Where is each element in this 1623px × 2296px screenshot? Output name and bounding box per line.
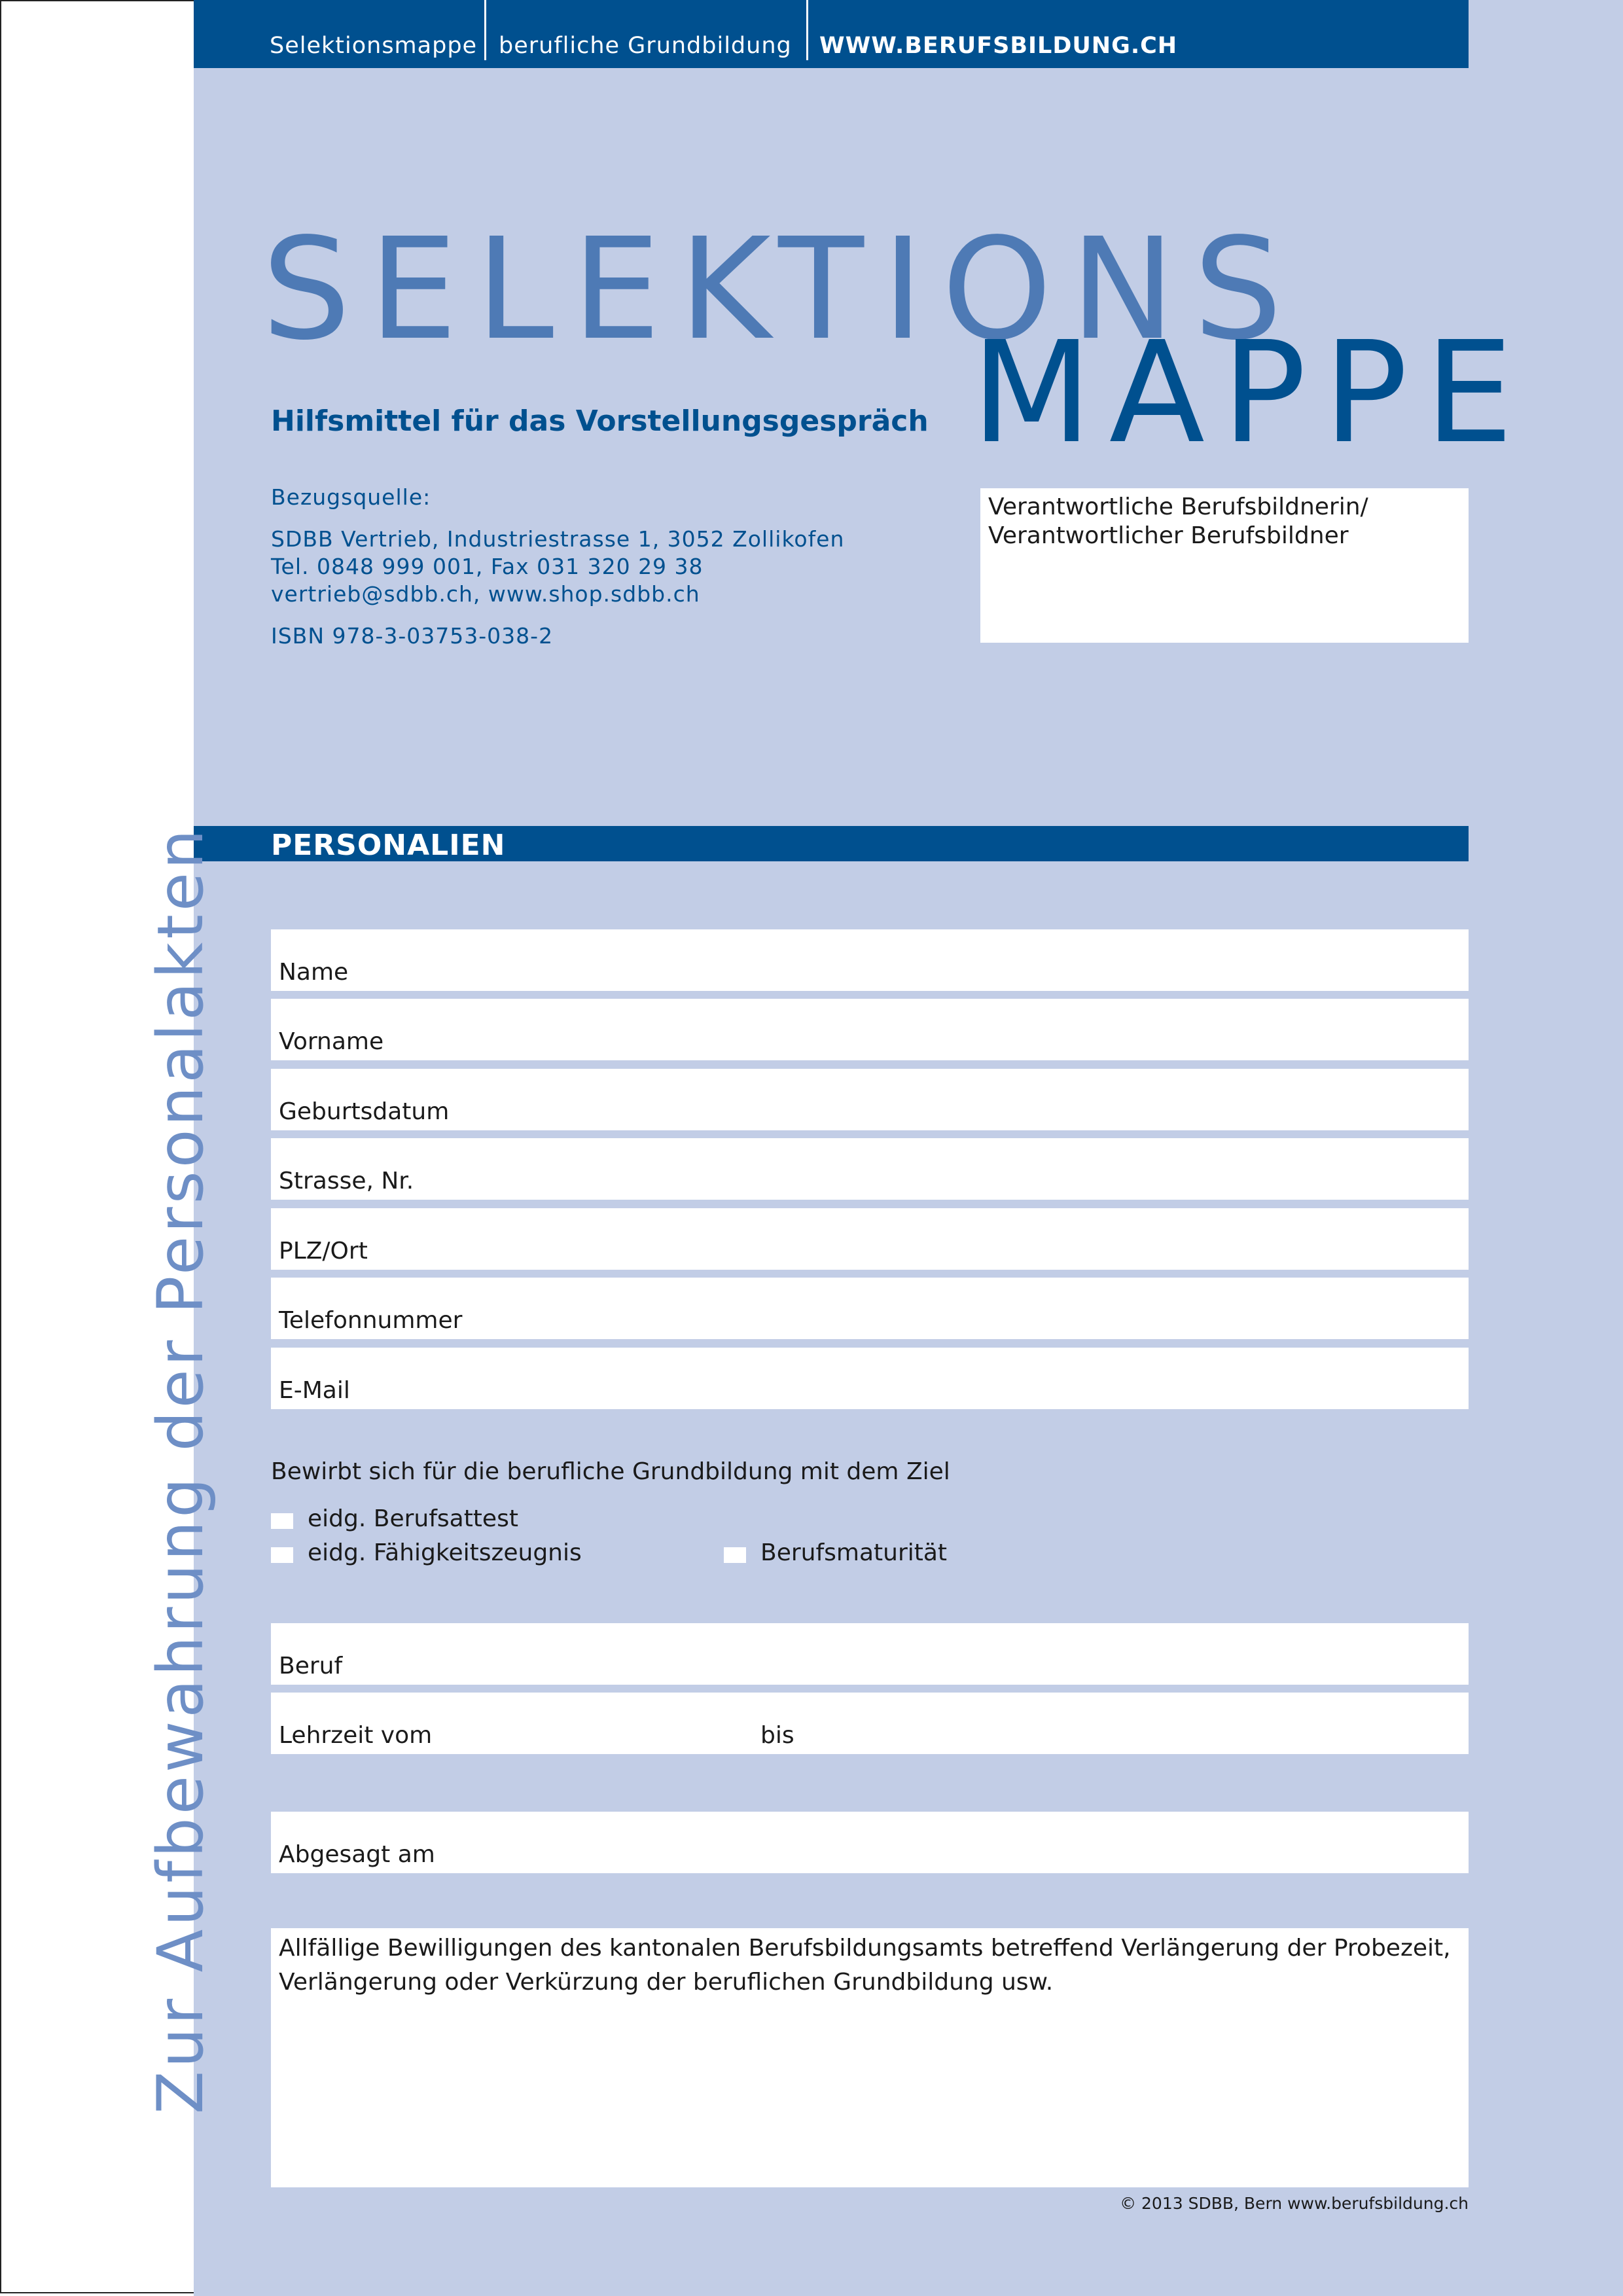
name-label: Name — [279, 959, 349, 986]
lehrzeit-field[interactable] — [271, 1693, 1469, 1754]
subtitle: Hilfsmittel für das Vorstellungsgespräch — [271, 404, 929, 438]
source-isbn: ISBN 978-3-03753-038-2 — [271, 623, 554, 649]
email-field[interactable] — [271, 1348, 1469, 1409]
side-vertical-text: Zur Aufbewahrung der Personalakten — [144, 826, 217, 2114]
header-bar — [194, 0, 1469, 68]
berufsattest-checkbox[interactable] — [271, 1513, 293, 1529]
header-url-link[interactable]: WWW.BERUFSBILDUNG.CH — [819, 33, 1178, 59]
responsible-label-line1: Verantwortliche Berufsbildnerin/ — [988, 493, 1368, 520]
berufsmaturitaet-checkbox[interactable] — [724, 1547, 746, 1563]
berufsattest-label: eidg. Berufsattest — [308, 1505, 518, 1532]
abgesagt-label: Abgesagt am — [279, 1841, 435, 1868]
telefon-label: Telefonnummer — [279, 1307, 463, 1334]
geburtsdatum-label: Geburtsdatum — [279, 1098, 450, 1125]
email-label: E-Mail — [279, 1377, 350, 1404]
footer-copyright: © 2013 SDBB, Bern www.berufsbildung.ch — [1120, 2194, 1469, 2213]
strasse-label: Strasse, Nr. — [279, 1168, 414, 1194]
responsible-label-line2: Verantwortlicher Berufsbildner — [988, 522, 1349, 549]
responsible-trainer-field[interactable] — [980, 488, 1469, 643]
header-item-grundbildung: berufliche Grundbildung — [499, 33, 792, 59]
vorname-field[interactable] — [271, 999, 1469, 1060]
beruf-field[interactable] — [271, 1623, 1469, 1685]
notes-field[interactable] — [271, 1928, 1469, 2187]
faehigkeitszeugnis-checkbox[interactable] — [271, 1547, 293, 1563]
faehigkeitszeugnis-label: eidg. Fähigkeitszeugnis — [308, 1539, 582, 1566]
beruf-label: Beruf — [279, 1653, 343, 1679]
strasse-field[interactable] — [271, 1138, 1469, 1200]
header-separator — [806, 0, 808, 60]
name-field[interactable] — [271, 929, 1469, 991]
section-bar — [194, 826, 1469, 861]
notes-label-line2: Verlängerung oder Verkürzung der beruflichen Grundbildung usw. — [279, 1969, 1054, 1996]
plz-ort-label: PLZ/Ort — [279, 1238, 368, 1265]
source-email[interactable]: vertrieb@sdbb.ch, www.shop.sdbb.ch — [271, 581, 700, 607]
plz-ort-field[interactable] — [271, 1208, 1469, 1270]
source-label: Bezugsquelle: — [271, 484, 431, 510]
title-mappe: MAPPE — [971, 312, 1531, 475]
section-title: PERSONALIEN — [271, 829, 506, 862]
abgesagt-field[interactable] — [271, 1812, 1469, 1873]
notes-label-line1: Allfällige Bewilligungen des kantonalen Berufsbildungsamts betreffend Verlängerung der Probezeit, — [279, 1935, 1451, 1962]
goal-question: Bewirbt sich für die berufliche Grundbildung mit dem Ziel — [271, 1458, 950, 1485]
lehrzeit-bis-label: bis — [760, 1722, 794, 1749]
berufsmaturitaet-label: Berufsmaturität — [760, 1539, 948, 1566]
lehrzeit-label: Lehrzeit vom — [279, 1722, 433, 1749]
telefon-field[interactable] — [271, 1278, 1469, 1339]
source-address: SDBB Vertrieb, Industriestrasse 1, 3052 Zollikofen — [271, 526, 845, 552]
title-selektions: SELEKTIONS — [262, 208, 1301, 371]
header-item-selektionsmappe: Selektionsmappe — [270, 33, 478, 59]
source-phone: Tel. 0848 999 001, Fax 031 320 29 38 — [271, 554, 704, 579]
geburtsdatum-field[interactable] — [271, 1069, 1469, 1130]
vorname-label: Vorname — [279, 1028, 384, 1055]
header-separator — [484, 0, 486, 60]
